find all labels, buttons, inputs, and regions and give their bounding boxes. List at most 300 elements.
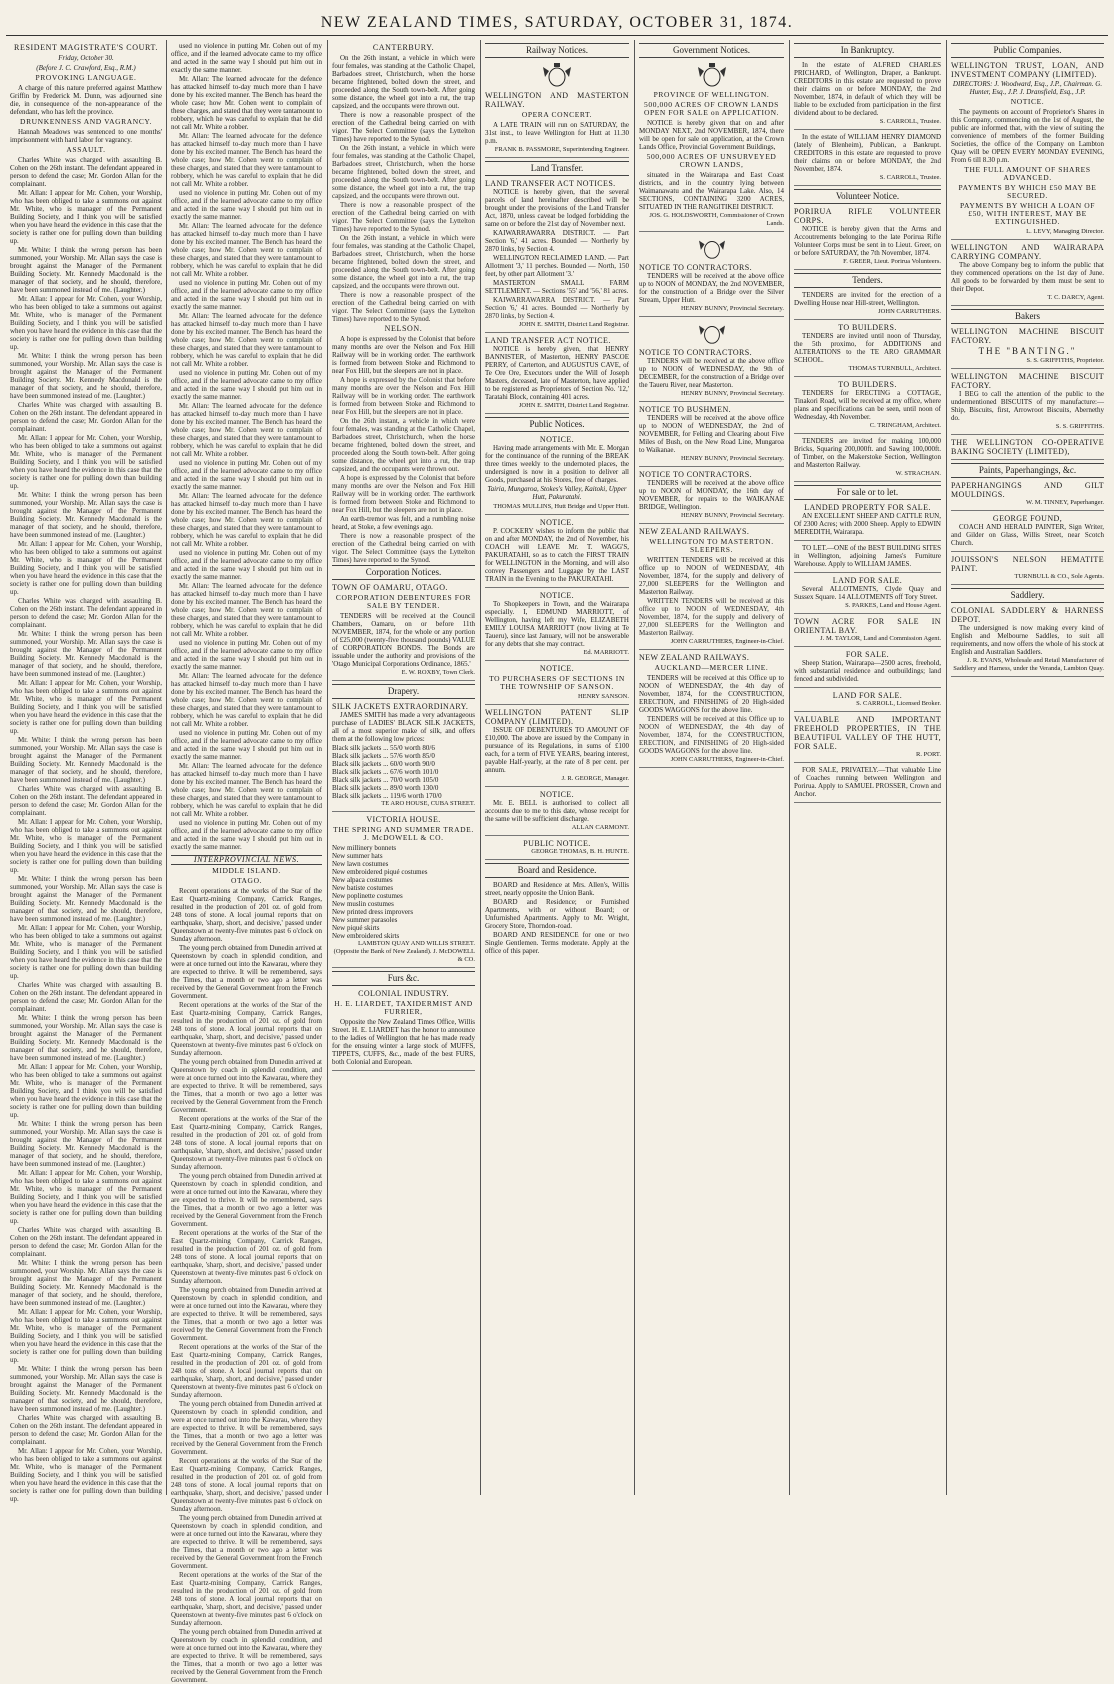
paragraph: On the 26th instant, a vehicle in which were four females, was standing at the Catholic Chapel, Barbadoes street, Christchurch, when the horse became frightened, bolted down the street, and proceeded along the South town-belt. After going some distance, the wheel got into a rut, the trap capsized, and the occupants were thrown out.	[332, 144, 475, 200]
paragraph: Mr. White: I think the wrong person has been summoned, your Worship. Mr. Allan says the case is brought against the Manager of the Permanent Building Society. Mr. Kennedy Macdonald is the manager of that society, and he should, therefore, have been summoned instead of me. (Laughter.)	[10, 736, 162, 784]
ad-body: TENDERS are invited until noon of Thursday, the 5th proximo, for ADDITIONS and ALTERATIONS to the TE ARO GRAMMAR SCHOOL.	[794, 332, 941, 364]
ad-george-found	[951, 514, 1104, 552]
paragraph: Mr. Allan: I appear for Mr. Cohen, your Worship, who has been obliged to take a summons out against Mr. White, who is manager of the Permanent Building Society, and I think you will be satisfied when you have heard the evidence in this case that the society is rather one for pulling down than building up.	[10, 540, 162, 596]
ad-body: TENDERS will be received at the above office up to NOON of MONDAY, the 2nd NOVEMBER, for the construction of a Bridge over the Silver Stream, Upper Hutt.	[639, 272, 784, 304]
ad-builders-1	[794, 323, 941, 377]
ad-signature: TURNBULL & CO., Sole Agents.	[1014, 573, 1104, 580]
ad-body: Mr. E. BELL is authorised to collect all accounts due to me to this date, whose receipt for the same will be sufficient discharge.	[485, 799, 629, 823]
paragraph: Charles White was charged with assaulting B. Cohen on the 26th instant. The defendant appeared in person to defend the case; Mr. Gordon Allan for the complainant.	[10, 597, 162, 629]
ad-body: NOTICE is hereby given, that HENRY BANNISTER, of Masterton, HENRY PASCOE PERRY, of Carterton, and AUGUSTUS CAVE, of Te Ore Ore, Executors under the Will of Joseph Masters, deceased, late of Masterton, have applied to be registered as Proprietors of Section No. '12,' Taratahi Block, containing 401 acres.	[485, 345, 629, 401]
ad-landed-property	[794, 503, 941, 541]
ad-signature: C. TRINGHAM, Architect.	[869, 422, 941, 429]
ad-patent-slip	[485, 708, 629, 787]
ad-body: In the estate of ALFRED CHARLES PRICHARD, of Wellington, Draper, a Bankrupt. CREDITORS in this estate are requested to prove their claims on or before MONDAY, the 2nd November, 1874, in default of which they will be liable to be excluded from participation in the first dividend about to be declared.	[794, 61, 941, 117]
paragraph: used no violence in putting Mr. Cohen out of my office, and if the learned advocate came to my office and acted in the same way I should put him out in exactly the same manner.	[171, 819, 322, 851]
ad-body: NOTICE is hereby given that on and after MONDAY NEXT, 2nd NOVEMBER, 1874, there will be open for sale on application, at the Crown Lands Office, Provincial Government Buildings,	[639, 119, 784, 151]
ad-title: NOTICE.	[539, 435, 575, 444]
ad-title: LAND TRANSFER ACT NOTICES.	[485, 179, 616, 188]
ad-signature: S. S. GRIFFITHS.	[1055, 423, 1104, 430]
ad-contractors-1	[639, 263, 784, 317]
ad-subtitle: OPERA CONCERT.	[521, 110, 593, 119]
ad-title: NOTICE.	[539, 591, 575, 600]
list-item: New millinery bonnets	[332, 844, 397, 852]
ad-body: NOTICE is hereby given that the Arms and Accoutrements belonging to the late Porirua Rifle Volunteer Corps must be sent in to Lieut. Greer, on or before SATURDAY, the 7th November, 1874.	[794, 225, 941, 257]
paragraph: Charles White was charged with assaulting B. Cohen on the 26th instant. The defendant appeared in person to defend the case; Mr. Gordon Allan for the complainant.	[10, 156, 162, 188]
paragraph: Mr. White: I think the wrong person has been summoned, your Worship. Mr. Allan says the case is brought against the Manager of the Permanent Building Society. Mr. Kennedy Macdonald is the manager of that society, and he should, therefore, have been summoned instead of me. (Laughter.)	[10, 1365, 162, 1413]
price-line: Black silk jackets ... 67/6 worth 101/0	[332, 768, 439, 776]
ad-town-acre	[794, 617, 941, 647]
paragraph: Mr. Allan: The learned advocate for the defence has attacked himself to-day much more than I have done by his excited manner. The Bench has heard the whole case; how Mr. Cohen went to complain of these charges, and stated that they were tantamount to robbery, which he was careful to explain that he did not call Mr. White a robber.	[171, 132, 322, 188]
ad-title: SILK JACKETS EXTRAORDINARY.	[332, 702, 469, 711]
ad-title: PROVINCE OF WELLINGTON.	[653, 90, 770, 99]
ad-body: TENDERS are invited for making 100,000 Bricks, Squaring 200,000ft. and Sawing 100,000ft. of Timber, on the Makerstoke Section, Wellington and Masterton Railway.	[794, 437, 941, 469]
ad-signature: J. R. EVANS, Wholesale and Retail Manufacturer of Saddlery and Harness, under the Veranda, Lambton Quay.	[953, 657, 1104, 672]
ad-signature: ALLAN CARMONT.	[571, 824, 629, 831]
board-ad: BOARD and Residence at Mrs. Allen's, Willis street, nearly opposite the Union Bank.	[485, 881, 629, 897]
column-5	[635, 42, 788, 1492]
section-banner: Tenders.	[794, 273, 941, 288]
paragraph: Hannah Meadows was sentenced to one months' imprisonment with hard labor for vagrancy.	[10, 128, 162, 144]
royal-arms-icon	[692, 320, 732, 346]
ad-body: TENDERS will be received at this Office up to NOON of WEDNESDAY, the 4th day of November, 1874, for the CONSTRUCTION, ERECTION, and FINISHING of 20 High-sided GOODS WAGGONS for the above line.	[639, 674, 784, 714]
ad-body: I BEG to call the attention of the public to the undermentioned BISCUITS of my manufacture:— Ship, Biscuits, first, Arrowroot Biscuits, Abernethy do.	[951, 390, 1104, 422]
ad-subtitle: THE FULL AMOUNT OF SHARES ADVANCED.	[964, 165, 1091, 182]
ad-body: WRITTEN TENDERS will be received at this office up to NOON of WEDNESDAY, 4th November, 1874, for the supply and delivery of 27,000 SLEEPERS for the Wellington and Masterton Railway.	[639, 556, 784, 596]
ad-body: COACH AND HERALD PAINTER, Sign Writer, and Gilder on Glass, Willis Street, near Scotch Church.	[951, 523, 1104, 547]
ad-title: NOTICE TO CONTRACTORS.	[639, 348, 753, 357]
ad-title: WELLINGTON AND MASTERTON RAILWAY.	[485, 91, 629, 109]
ad-title: VALUABLE AND IMPORTANT FREEHOLD PROPERTIES, IN THE BEAUTIFUL VALLEY OF THE HUTT, FOR SALE.	[794, 715, 941, 751]
ad-hutt-properties	[794, 715, 941, 763]
ad-body: situated in the Wairarapa and East Coast districts, and in the country lying between Waimanawatu and the Wairarapa Lake. Also, 14 SECTIONS, CONTAINING 3200 ACRES, SITUATED IN THE RANGITIKEI DISTRICT.	[639, 171, 784, 211]
ad-title: NOTICE.	[539, 790, 575, 799]
paragraph: Recent operations at the works of the Star of the East Quartz-mining Company, Carrick Ranges, resulted in the production of 201 oz. of gold from 248 tons of stone. A local journal reports that on earthquake, 'sharp, short, and decisive,' passed under Queenstown at twenty-five minutes past 6 o'clock on Sunday afternoon.	[171, 1115, 322, 1171]
paragraph: On the 26th instant, a vehicle in which were four females, was standing at the Catholic Chapel, Barbadoes street, Christchurch, when the horse became frightened, bolted down the street, and proceeded along the South town-belt. After going some distance, the wheel got into a rut, the trap capsized, and the occupants were thrown out.	[332, 417, 475, 473]
paragraph: Mr. Allan: The learned advocate for the defence has attacked himself to-day much more than I have done by his excited manner. The Bench has heard the whole case; how Mr. Cohen went to complain of these charges, and stated that they were tantamount to robbery, which he was careful to explain that he did not call Mr. White a robber.	[171, 75, 322, 131]
ad-body: The payments on account of Proprietor's Shares in this Company, commencing on the 1st of August, the public are informed that, with the view of suiting the convenience of members of the former Building Societies, the office of the Company on Lambton Quay will be OPEN EVERY MONDAY EVENING, From 6 till 8.30 p.m.	[951, 108, 1104, 164]
section-banner: Corporation Notices.	[332, 565, 475, 580]
column-7	[947, 42, 1108, 1492]
list-item: New batiste costumes	[332, 884, 394, 892]
ad-directors: DIRECTORS: J. Woodward, Esq., J.P., Chairman. G. Hunter, Esq., J.P. J. Dransfield, Esq., J.P.	[952, 80, 1103, 96]
ad-signature: S. CARROLL, Trustee.	[879, 174, 941, 181]
ad-title: TO BUILDERS.	[838, 380, 897, 389]
ad-subtitle: 500,000 ACRES OF CROWN LANDS OPEN FOR SALE on APPLICATION.	[643, 100, 780, 117]
section-heading: INTERPROVINCIAL NEWS.	[171, 855, 322, 865]
ad-to-let	[794, 544, 941, 573]
ad-body: A LATE TRAIN will run on SATURDAY, the 31st inst., to leave Wellington for Hutt at 11.30 p.m.	[485, 121, 629, 145]
ad-signature: HENRY BUNNY, Provincial Secretary.	[680, 390, 784, 397]
paragraph: Mr. Allan: The learned advocate for the defence has attacked himself to-day much more than I have done by his excited manner. The Bench has heard the whole case; how Mr. Cohen went to complain of these charges, and stated that they were tantamount to robbery, which he was careful to explain that he did not call Mr. White a robber.	[171, 672, 322, 728]
ad-land-transfer-2	[485, 336, 629, 414]
ad-body: NOTICE is hereby given, that the several parcels of land hereinafter described will be brought under the provisions of the Land Transfer Act, 1870, unless caveat be lodged forbidding the same on or before the 21st day of November next.	[485, 188, 629, 228]
ad-body: ISSUE OF DEBENTURES TO AMOUNT OF £10,000. The above are issued by the Company in pursuance of its Regulations, in sums of £100 each, for a term of FIVE YEARS, bearing interest, payable Half-yearly, at the rate of 8 per cent. per annum.	[485, 726, 629, 774]
price-line: Black silk jackets ... 70/0 worth 105/0	[332, 776, 439, 784]
section-banner: For sale or to let.	[794, 485, 941, 500]
section-banner: Saddlery.	[951, 588, 1104, 603]
section-banner: In Bankruptcy.	[794, 43, 941, 58]
ad-body: Opposite the New Zealand Times Office, Willis Street. H. E. LIARDET has the honor to announce to the ladies of Wellington that he has made ready for the ensuing winter a large stock of MUFFS, TIPPETS, CUFFS, &c., made of the best FURS, both Colonial and European.	[332, 1018, 475, 1066]
paragraph: Mr. Allan: I appear for Mr. Cohen, your Worship, who has been obliged to take a summons out against Mr. White, who is manager of the Permanent Building Society, and I think you will be satisfied when you have heard the evidence in this case that the society is rather one for pulling down than building up.	[10, 1169, 162, 1225]
ad-body: The undersigned is now making every kind of English and Melbourne Saddles, to suit all requirements, and now offers the whole of his stock at English and Australian Saddlers.	[951, 624, 1104, 656]
ad-places: Tairia, Mungaroa, Stokes's Valley, Kaitoki, Upper Hutt, Pakuratahi.	[487, 485, 627, 501]
ad-subtitle: PAYMENTS BY WHICH A LOAN OF £50, WITH INTEREST, MAY BE EXTINGUISHED.	[959, 201, 1096, 226]
paragraph: Mr. White: I think the wrong person has been summoned, your Worship. Mr. Allan says the case is brought against the Manager of the Permanent Building Society. Mr. Kennedy Macdonald is the manager of that society, and he should, therefore, have been summoned instead of me. (Laughter.)	[10, 246, 162, 294]
paragraph: There is now a reasonable prospect of the erection of the Cathedral being carried on with vigor. The Select Committee (says the Lyttelton Times) have reported to the Synod.	[332, 201, 475, 233]
ad-land-for-sale-1	[794, 576, 941, 614]
ad-co-operative-baking	[951, 438, 1104, 460]
ad-nz-railways-sleepers	[639, 527, 784, 650]
case-heading: DRUNKENNESS AND VAGRANCY.	[20, 117, 152, 126]
list-item: New lawn costumes	[332, 860, 389, 868]
paragraph: Mr. White: I think the wrong person has been summoned, your Worship. Mr. Allan says the case is brought against the Manager of the Permanent Building Society. Mr. Kennedy Macdonald is the manager of that society, and he should, therefore, have been summoned instead of me. (Laughter.)	[10, 875, 162, 923]
ad-signature: LAMBTON QUAY AND WILLIS STREET. (Opposite the Bank of New Zealand). J. McDOWELL & CO.	[333, 940, 475, 963]
list-item: New embroidered skirts	[332, 932, 400, 940]
masthead: NEW ZEALAND TIMES, SATURDAY, OCTOBER 31, 1874.	[320, 14, 794, 31]
column-1	[6, 42, 166, 1503]
ad-contractors-2	[639, 348, 784, 402]
price-line: Black silk jackets ... 55/0 worth 80/6	[332, 744, 435, 752]
ad-signature: S. S. GRIFFITHS, Proprietor.	[1026, 357, 1104, 364]
paragraph: The young perch obtained from Dunedin arrived at Queenstown by coach in splendid condition, and were at once turned out into the Kawarau, where they are expected to thrive. It will be remembered, says the Times, that a month or two ago a letter was received by the General Government from the French Government.	[171, 1628, 322, 1684]
ad-signature: GEORGE THOMAS, B. H. HUNTE.	[531, 848, 629, 855]
paragraph: An earth-tremor was felt, and a rumbling noise heard, at Stoke, a few evenings ago.	[332, 515, 475, 531]
paragraph: A hope is expressed by the Colonist that before many months are over the Nelson and Fox Hill Railway will be in working order. The earthwork is formed from between Stoke and Richmond to near Fox Hill, but the sleepers are not in place.	[332, 376, 475, 416]
ad-highlight: 500,000 ACRES OF UNSURVEYED CROWN LANDS,	[646, 152, 777, 169]
ad-signature: THOMAS MULLINS, Hutt Bridge and Upper Hutt.	[493, 503, 629, 510]
land-item: KAIWARRAWARRA DISTRICT. — Part Section '6,' 41 acres. Bounded — Northerly by 2870 links, by Section 4.	[485, 296, 629, 320]
ad-crown-lands	[639, 91, 784, 232]
ad-bricks	[794, 437, 941, 482]
paragraph: Mr. Allan: I appear for Mr. Cohen, your Worship, who has been obliged to take a summons out against Mr. White, who is manager of the Permanent Building Society, and I think you will be satisfied when you have heard the evidence in this case that the society is rather one for pulling down than building up.	[10, 295, 162, 351]
ad-body: In the estate of WILLIAM HENRY DIAMOND (lately of Blenheim), Publican, a Bankrupt. CREDITORS in this estate are requested to prove their claims on or before MONDAY, the 2nd November, 1874.	[794, 133, 941, 173]
list-item: New embroidered piqué costumes	[332, 868, 428, 876]
ad-body: JAMES SMITH has made a very advantageous purchase of LADIES' BLACK SILK JACKETS, all of a most superior make of silk, and offers them at the following low prices:	[332, 711, 475, 743]
ad-signature: R. PORT.	[916, 751, 941, 758]
ad-railway-opera	[485, 91, 629, 158]
paragraph: Recent operations at the works of the Star of the East Quartz-mining Company, Carrick Ranges, resulted in the production of 201 oz. of gold from 248 tons of stone. A local journal reports that on earthquake, 'sharp, short, and decisive,' passed under Queenstown at twenty-five minutes past 6 o'clock on Sunday afternoon.	[171, 1457, 322, 1513]
ad-signature: HENRY BUNNY, Provincial Secretary.	[680, 455, 784, 462]
ad-body: TENDERS will be received at this Office up to NOON of WEDNESDAY, the 4th day of November, 1874, for the CONSTRUCTION, ERECTION, and FINISHING of 20 High-sided GOODS WAGGONS for the above line.	[639, 715, 784, 755]
column-2	[167, 42, 326, 1684]
section-banner: Public Notices.	[485, 417, 629, 432]
ad-subtitle: WELLINGTON TO MASTERTON. SLEEPERS.	[649, 537, 774, 554]
paragraph: used no violence in putting Mr. Cohen out of my office, and if the learned advocate came to my office and acted in the same way I should put him out in exactly the same manner.	[171, 369, 322, 401]
section-banner: Public Companies.	[951, 43, 1104, 58]
masthead-rule	[6, 35, 1108, 36]
paragraph: The young perch obtained from Dunedin arrived at Queenstown by coach in splendid condition, and were at once turned out into the Kawarau, where they are expected to thrive. It will be remembered, says the Times, that a month or two ago a letter was received by the General Government from the French Government.	[171, 1286, 322, 1342]
ad-land-for-sale-2	[794, 691, 941, 712]
place-heading: CANTERBURY.	[372, 43, 435, 52]
paragraph: Mr. White: I think the wrong person has been summoned, your Worship. Mr. Allan says the case is brought against the Manager of the Permanent Building Society. Mr. Kennedy Macdonald is the manager of that society, and he should, therefore, have been summoned instead of me. (Laughter.)	[10, 352, 162, 400]
ad-body: To Shopkeepers in Town, and the Wairarapa especially. I, EDMUND MARRIOTT, of Wellington, having left my Wife, ELIZABETH EMILY LOUISA MARRIOTT (now living at Te Taueru), since last January, will not be answerable for any debts that she may contract.	[485, 600, 629, 648]
paragraph: On the 26th instant, a vehicle in which were four females, was standing at the Catholic Chapel, Barbadoes street, Christchurch, when the horse became frightened, bolted down the street, and proceeded along the South town-belt. After going some distance, the wheel got into a rut, the trap capsized, and the occupants were thrown out.	[332, 234, 475, 290]
column-3	[328, 42, 479, 1492]
list-item: New piqué skirts	[332, 924, 380, 932]
paragraph: The young perch obtained from Dunedin arrived at Queenstown by coach in splendid condition, and were at once turned out into the Kawarau, where they are expected to thrive. It will be remembered, says the Times, that a month or two ago a letter was received by the General Government from the French Government.	[171, 1172, 322, 1228]
ad-body: AN EXCELLENT SHEEP AND CATTLE RUN, Of 2300 Acres; with 2000 Sheep. Apply to EDWIN MEREDITH, Wairarapa.	[794, 512, 941, 536]
ad-title: NOTICE TO BUSHMEN.	[639, 405, 732, 414]
ad-body: TENDERS will be received at the above office up to NOON of MONDAY, the 16th day of NOVEMBER, for repairs to the WAIKANAE BRIDGE, Wellington.	[639, 479, 784, 511]
ad-title: WELLINGTON MACHINE BISCUIT FACTORY.	[951, 372, 1104, 390]
ad-title: FOR SALE.	[845, 650, 890, 659]
paragraph: A hope is expressed by the Colonist that before many months are over the Nelson and Fox Hill Railway will be in working order. The earthwork is formed from between Stoke and Richmond to near Fox Hill, but the sleepers are not in place.	[332, 474, 475, 514]
ad-title: WELLINGTON PATENT SLIP COMPANY (LIMITED).	[485, 708, 629, 726]
ad-subtitle: NOTICE.	[1010, 97, 1045, 106]
section-banner: Furs &c.	[332, 971, 475, 986]
column-4	[481, 42, 633, 1492]
ad-title: PAPERHANGINGS AND GILT MOULDINGS.	[951, 481, 1104, 499]
paragraph: A hope is expressed by the Colonist that before many months are over the Nelson and Fox Hill Railway will be in working order. The earthwork is formed from between Stoke and Richmond to near Fox Hill, but the sleepers are not in place.	[332, 335, 475, 375]
ad-title: PORIRUA RIFLE VOLUNTEER CORPS.	[794, 207, 941, 225]
court-date: Friday, October 30.	[58, 54, 114, 62]
paragraph: Charles White was charged with assaulting B. Cohen on the 26th instant. The defendant appeared in person to defend the case; Mr. Gordon Allan for the complainant.	[10, 981, 162, 1013]
case-heading: ASSAULT.	[66, 145, 106, 154]
paragraph: Mr. Allan: I appear for Mr. Cohen, your Worship, who has been obliged to take a summons out against Mr. White, who is manager of the Permanent Building Society, and I think you will be satisfied when you have heard the evidence in this case that the society is rather one for pulling down than building up.	[10, 679, 162, 735]
section-banner: Land Transfer.	[485, 161, 629, 176]
ad-title: WELLINGTON TRUST, LOAN, AND INVESTMENT COMPANY (LIMITED).	[951, 61, 1104, 79]
ad-public-notice	[485, 839, 629, 860]
price-line: Black silk jackets ... 119/6 worth 170/0	[332, 792, 442, 800]
ad-subtitle: AUCKLAND—MERCER LINE.	[654, 663, 769, 672]
ad-signature: F. GREER, Lieut. Porirua Volunteers.	[843, 258, 941, 265]
ad-signature: JOHN CARRUTHERS, Engineer-in-Chief.	[670, 756, 784, 763]
ad-signature: THOMAS TURNBULL, Architect.	[848, 365, 941, 372]
ad-title: COLONIAL INDUSTRY.	[358, 989, 449, 998]
ad-paperhangings	[951, 481, 1104, 511]
paragraph: Mr. Allan: I appear for Mr. Cohen, your Worship, who has been obliged to take a summons out against Mr. White, who is manager of the Permanent Building Society, and I think you will be satisfied when you have heard the evidence in this case that the society is rather one for pulling down than building up.	[10, 434, 162, 490]
ad-body: TENDERS will be received at the Council Chambers, Oamaru, on or before 11th NOVEMBER, 1874, for the whole or any portion of £25,000 (twenty-five thousand pounds) VALUE of CORPORATION BONDS. The Bonds are issuable under the authority and provisions of the 'Otago Municipal Corporations Ordinance, 1865.'	[332, 612, 475, 668]
ad-title: VICTORIA HOUSE.	[366, 815, 441, 824]
paragraph: Charles White was charged with assaulting B. Cohen on the 26th instant. The defendant appeared in person to defend the case; Mr. Gordon Allan for the complainant.	[10, 785, 162, 817]
ad-title: LANDED PROPERTY FOR SALE.	[804, 503, 931, 512]
ad-bankruptcy-2	[794, 133, 941, 186]
ad-body: TENDERS are invited for the erection of a Dwelling House near Hill-street, Wellington.	[794, 291, 941, 307]
ad-signature: S. CARROLL, Trustee.	[879, 118, 941, 125]
ad-title: LAND TRANSFER ACT NOTICE.	[485, 336, 611, 345]
paragraph: There is now a reasonable prospect of the erection of the Cathedral being carried on with vigor. The Select Committee (says the Lyttelton Times) have reported to the Synod.	[332, 291, 475, 323]
paragraph: Mr. White: I think the wrong person has been summoned, your Worship. Mr. Allan says the case is brought against the Manager of the Permanent Building Society. Mr. Kennedy Macdonald is the manager of that society, and he should, therefore, have been summoned instead of me. (Laughter.)	[10, 1014, 162, 1062]
ad-title: JOUISSON'S NELSON HEMATITE PAINT.	[951, 555, 1104, 573]
ad-volunteer	[794, 207, 941, 270]
land-item: KAIWARRAWARRA DISTRICT. — Part Section '6,' 41 acres. Bounded — Northerly by 2870 links, by Section 4.	[485, 229, 629, 253]
ad-body: Having made arrangements with Mr. E. Morgan for the continuance of the running of the BREAK three times weekly to the undernoted places, the undersigned is now in a position to deliver all Goods, purchased at his Stores, free of charges.	[485, 444, 629, 484]
ad-body: The above Company beg to inform the public that they commenced operations on the 1st day of June. All goods to be forwarded by them must be sent to their Depot.	[951, 261, 1104, 293]
ad-carrying-company	[951, 243, 1104, 306]
list-item: New muslin costumes	[332, 900, 394, 908]
ad-title: NOTICE TO CONTRACTORS.	[639, 470, 753, 479]
paragraph: Recent operations at the works of the Star of the East Quartz-mining Company, Carrick Ranges, resulted in the production of 201 oz. of gold from 248 tons of stone. A local journal reports that on earthquake, 'sharp, short, and decisive,' passed under Queenstown at twenty-five minutes past 6 o'clock on Sunday afternoon.	[171, 1001, 322, 1057]
ad-biscuit-factory	[951, 327, 1104, 369]
paragraph: used no violence in putting Mr. Cohen out of my office, and if the learned advocate came to my office and acted in the same way I should put him out in exactly the same manner.	[171, 279, 322, 311]
paragraph: used no violence in putting Mr. Cohen out of my office, and if the learned advocate came to my office and acted in the same way I should put him out in exactly the same manner.	[171, 459, 322, 491]
paragraph: A charge of this nature preferred against Matthew Griffin by Frederick M. Dunn, was adjourned sine die, in consequence of the non-appearance of the defendant, who has left the province.	[10, 84, 162, 116]
ad-title: PUBLIC NOTICE.	[523, 839, 591, 848]
column-6	[790, 42, 945, 1492]
ad-signature: JOHN CARRUTHERS, Engineer-in-Chief.	[670, 638, 784, 645]
ad-signature: E. W. ROXBY, Town Clerk.	[401, 669, 475, 676]
board-ad: BOARD AND RESIDENCE for one or two Single Gentlemen. Terms moderate. Apply at the office of this paper.	[485, 931, 629, 955]
ad-body: Several ALLOTMENTS, Clyde Quay and Sussex Square. 14 ALLOTMENTS off Tory Street.	[794, 585, 941, 601]
list-item: New printed dress improvers	[332, 908, 414, 916]
ad-signature: TE ARO HOUSE, CUBA STREET.	[381, 800, 475, 807]
price-line: Black silk jackets ... 89/0 worth 130/0	[332, 784, 439, 792]
paragraph: The young perch obtained from Dunedin arrived at Queenstown by coach in splendid condition, and were at once turned out into the Kawarau, where they are expected to thrive. It will be remembered, says the Times, that a month or two ago a letter was received by the General Government from the French Government.	[171, 1058, 322, 1114]
ad-contractors-3	[639, 470, 784, 524]
list-item: New alpaca costumes	[332, 876, 393, 884]
list-item: New summer hats	[332, 852, 383, 860]
paragraph: Mr. Allan: I appear for Mr. Cohen, your Worship, who has been obliged to take a summons out against Mr. White, who is manager of the Permanent Building Society, and I think you will be satisfied when you have heard the evidence in this case that the society is rather one for pulling down than building up.	[10, 1308, 162, 1364]
ad-mullins	[485, 435, 629, 515]
ad-body: FOR SALE, PRIVATELY.—That valuable Line of Coaches running between Wellington and Porirua. Apply to SAMUEL PROSSER, Crown and Anchor.	[794, 766, 941, 798]
ad-bell	[485, 790, 629, 836]
ad-signature: W. STRACHAN.	[895, 470, 941, 477]
ad-title: TO BUILDERS.	[838, 323, 897, 332]
ad-title: WELLINGTON MACHINE BISCUIT FACTORY.	[951, 327, 1104, 345]
ad-body: TENDERS will be received at the above office up to NOON of WEDNESDAY, the 2nd of NOVEMBER, for Felling and Clearing about Five Miles of Bush, on the New Road Line, Mungaroa to Waikanae.	[639, 414, 784, 454]
section-heading: RESIDENT MAGISTRATE'S COURT.	[14, 43, 158, 52]
list-item: New poplinette costumes	[332, 892, 403, 900]
land-item: WELLINGTON RECLAIMED LAND. — Part Allotment '3,' 11 perches. Bounded — North, 150 feet, by other part Allotment '3.'	[485, 254, 629, 278]
ad-sanson	[485, 664, 629, 705]
royal-arms-icon	[537, 61, 577, 89]
paragraph: There is now a reasonable prospect of the erection of the Cathedral being carried on with vigor. The Select Committee (says the Lyttelton Times) have reported to the Synod.	[332, 532, 475, 564]
paragraph: Recent operations at the works of the Star of the East Quartz-mining Company, Carrick Ranges, resulted in the production of 201 oz. of gold from 248 tons of stone. A local journal reports that on earthquake, 'sharp, short, and decisive,' passed under Queenstown at twenty-five minutes past 6 o'clock on Sunday afternoon.	[171, 1343, 322, 1399]
paragraph: Recent operations at the works of the Star of the East Quartz-mining Company, Carrick Ranges, resulted in the production of 201 oz. of gold from 248 tons of stone. A local journal reports that on earthquake, 'sharp, short, and decisive,' passed under Queenstown at twenty-five minutes past 6 o'clock on Sunday afternoon.	[171, 1229, 322, 1285]
ad-subtitle: H. E. LIARDET, TAXIDERMIST AND FURRIER,	[334, 999, 473, 1016]
ad-subtitle: CORPORATION DEBENTURES FOR SALE BY TENDER.	[335, 593, 472, 610]
ad-body: TO LET.—ONE of the BEST BUILDING SITES in Wellington, adjoining James's Furniture Warehouse. Apply to WILLIAM JAMES.	[794, 544, 942, 568]
ad-body: TENDERS for ERECTING a COTTAGE, Tinakori Road, will be received at my office, where plans and specifications can be seen, until noon of Wednesday, 4th November.	[794, 389, 941, 421]
paragraph: Mr. Allan: I appear for Mr. Cohen, your Worship, who has been obliged to take a summons out against Mr. White, who is manager of the Permanent Building Society, and I think you will be satisfied when you have heard the evidence in this case that the society is rather one for pulling down than building up.	[10, 1447, 162, 1503]
ad-title: LAND FOR SALE.	[832, 691, 903, 700]
paragraph: Recent operations at the works of the Star of the East Quartz-mining Company, Carrick Ranges, resulted in the production of 201 oz. of gold from 248 tons of stone. A local journal reports that on earthquake, 'sharp, short, and decisive,' passed under Queenstown at twenty-five minutes past 6 o'clock on Sunday afternoon.	[171, 887, 322, 943]
ad-body: TENDERS will be received at the above office up to NOON of WEDNESDAY, the 9th of DECEMBER, for the construction of a Bridge over the Taueru River, near Masterton.	[639, 357, 784, 389]
ad-signature: L. LEVY, Managing Director.	[1026, 228, 1104, 235]
paragraph: Mr. Allan: I appear for Mr. Cohen, your Worship, who has been obliged to take a summons out against Mr. White, who is manager of the Permanent Building Society, and I think you will be satisfied when you have heard the evidence in this case that the society is rather one for pulling down than building up.	[10, 189, 162, 245]
ad-body: WRITTEN TENDERS will be received at this office up to NOON of WEDNESDAY, 4th November, 1874, for the supply and delivery of 27,000 SLEEPERS for the Wellington and Masterton Railway.	[639, 597, 784, 637]
ad-oamaru-debentures	[332, 583, 475, 681]
ad-coaches	[794, 766, 941, 803]
royal-arms-icon	[692, 235, 732, 261]
ad-body: P. COCKERY wishes to inform the public that on and after MONDAY, the 2nd of November, his COACH will LEAVE Mr. T. WAGG'S, PAKURATAHI, so as to catch the FIRST TRAIN for WELLINGTON in the Morning, and will also convey Passengers and Luggage by the LAST TRAIN in the Evening to the PAKURATAHI.	[485, 527, 629, 583]
ad-title: NOTICE.	[539, 518, 575, 527]
ad-signature: Ed. MARRIOTT.	[583, 649, 629, 656]
royal-arms-icon	[692, 61, 732, 89]
paragraph: Mr. White: I think the wrong person has been summoned, your Worship. Mr. Allan says the case is brought against the Manager of the Permanent Building Society. Mr. Kennedy Macdonald is the manager of that society, and he should, therefore, have been summoned instead of me. (Laughter.)	[10, 630, 162, 678]
ad-signature: J. R. GEORGE, Manager.	[561, 775, 629, 782]
ad-signature: JOHN E. SMITH, District Land Registrar.	[518, 402, 629, 409]
board-ad: BOARD and Residence; or Furnished Apartments, with or without Board; or Unfurnished Apartments. Apply to Mr. Wright, Grocery Store, Thorndon-road.	[485, 898, 629, 930]
ad-title: NOTICE.	[539, 664, 575, 673]
paragraph: Mr. Allan: The learned advocate for the defence has attacked himself to-day much more than I have done by his excited manner. The Bench has heard the whole case; how Mr. Cohen went to complain of these charges, and stated that they were tantamount to robbery, which he was careful to explain that he did not call Mr. White a robber.	[171, 222, 322, 278]
paragraph: Mr. White: I think the wrong person has been summoned, your Worship. Mr. Allan says the case is brought against the Manager of the Permanent Building Society. Mr. Kennedy Macdonald is the manager of that society, and he should, therefore, have been summoned instead of me. (Laughter.)	[10, 1120, 162, 1168]
paragraph: Mr. Allan: The learned advocate for the defence has attacked himself to-day much more than I have done by his excited manner. The Bench has heard the whole case; how Mr. Cohen went to complain of these charges, and stated that they were tantamount to robbery, which he was careful to explain that he did not call Mr. White a robber.	[171, 762, 322, 818]
ad-signature: S. PARKES, Land and House Agent.	[845, 602, 941, 609]
section-banner: Drapery.	[332, 684, 475, 699]
ad-subtitle: TO PURCHASERS OF SECTIONS IN THE TOWNSHIP OF SANSON.	[489, 674, 625, 691]
ad-subtitle: THE SPRING AND SUMMER TRADE. J. McDOWELL & CO.	[333, 825, 474, 842]
ad-body: Sheep Station, Wairarapa—2500 acres, freehold, with substantial residence and outbuildings; land fenced and subdivided.	[794, 659, 941, 683]
ad-builders-2	[794, 380, 941, 434]
paragraph: used no violence in putting Mr. Cohen out of my office, and if the learned advocate came to my office and acted in the same way I should put him out in exactly the same manner.	[171, 189, 322, 221]
case-heading: PROVOKING LANGUAGE.	[35, 73, 137, 82]
ad-land-transfer	[485, 179, 629, 333]
paragraph: used no violence in putting Mr. Cohen out of my office, and if the learned advocate came to my office and acted in the same way I should put him out in exactly the same manner.	[171, 42, 322, 74]
ad-cockery	[485, 518, 629, 588]
ad-liardet-furrier	[332, 989, 475, 1071]
paragraph: Charles White was charged with assaulting B. Cohen on the 26th instant. The defendant appeared in person to defend the case; Mr. Gordon Allan for the complainant.	[10, 1226, 162, 1258]
ad-signature: FRANK B. PASSMORE, Superintending Engineer.	[494, 146, 629, 153]
ad-banting: THE "BANTING."	[978, 346, 1077, 356]
place-heading: OTAGO.	[230, 876, 263, 885]
paragraph: Mr. White: I think the wrong person has been summoned, your Worship. Mr. Allan says the case is brought against the Manager of the Permanent Building Society. Mr. Kennedy Macdonald is the manager of that society, and he should, therefore, have been summoned instead of me. (Laughter.)	[10, 491, 162, 539]
paragraph: Mr. Allan: I appear for Mr. Cohen, your Worship, who has been obliged to take a summons out against Mr. White, who is manager of the Permanent Building Society, and I think you will be satisfied when you have heard the evidence in this case that the society is rather one for pulling down than building up.	[10, 1063, 162, 1119]
paragraph: There is now a reasonable prospect of the erection of the Cathedral being carried on with vigor. The Select Committee (says the Lyttelton Times) have reported to the Synod.	[332, 111, 475, 143]
paragraph: Recent operations at the works of the Star of the East Quartz-mining Company, Carrick Ranges, resulted in the production of 201 oz. of gold from 248 tons of stone. A local journal reports that on earthquake, 'sharp, short, and decisive,' passed under Queenstown at twenty-five minutes past 6 o'clock on Sunday afternoon.	[171, 1571, 322, 1627]
ad-title: NEW ZEALAND RAILWAYS.	[639, 527, 750, 536]
ad-title: GEORGE FOUND,	[992, 514, 1063, 523]
ad-signature: JOHN CARRUTHERS.	[878, 308, 941, 315]
paragraph: used no violence in putting Mr. Cohen out of my office, and if the learned advocate came to my office and acted in the same way I should put him out in exactly the same manner.	[171, 639, 322, 671]
ad-bushmen	[639, 405, 784, 467]
ad-title: THE WELLINGTON CO-OPERATIVE BAKING SOCIETY (LIMITED),	[951, 438, 1104, 456]
paragraph: Charles White was charged with assaulting B. Cohen on the 26th instant. The defendant appeared in person to defend the case; Mr. Gordon Allan for the complainant.	[10, 401, 162, 433]
ad-signature: S. CARROLL, Licensed Broker.	[856, 700, 941, 707]
paragraph: used no violence in putting Mr. Cohen out of my office, and if the learned advocate came to my office and acted in the same way I should put him out in exactly the same manner.	[171, 549, 322, 581]
paragraph: The young perch obtained from Dunedin arrived at Queenstown by coach in splendid condition, and were at once turned out into the Kawarau, where they are expected to thrive. It will be remembered, says the Times, that a month or two ago a letter was received by the General Government from the French Government.	[171, 1514, 322, 1570]
ad-marriott	[485, 591, 629, 661]
ad-for-sale	[794, 650, 941, 688]
ad-nz-railways-waggons	[639, 653, 784, 768]
section-banner: Railway Notices.	[485, 43, 629, 58]
ad-biscuit-factory-2	[951, 372, 1104, 435]
ad-title: NEW ZEALAND RAILWAYS.	[639, 653, 750, 662]
ad-title: LAND FOR SALE.	[832, 576, 903, 585]
ad-signature: W. M. TINNEY, Paperhanger.	[1025, 499, 1104, 506]
paragraph: On the 26th instant, a vehicle in which were four females, was standing at the Catholic Chapel, Barbadoes street, Christchurch, when the horse became frightened, bolted down the street, and proceeded along the South town-belt. After going some distance, the wheel got into a rut, the trap capsized, and the occupants were thrown out.	[332, 54, 475, 110]
price-line: Black silk jackets ... 60/0 worth 90/0	[332, 760, 435, 768]
paragraph: The young perch obtained from Dunedin arrived at Queenstown by coach in splendid condition, and were at once turned out into the Kawarau, where they are expected to thrive. It will be remembered, says the Times, that a month or two ago a letter was received by the General Government from the French Government.	[171, 944, 322, 1000]
ad-saddlery	[951, 606, 1104, 677]
paragraph: used no violence in putting Mr. Cohen out of my office, and if the learned advocate came to my office and acted in the same way I should put him out in exactly the same manner.	[171, 729, 322, 761]
section-banner: Board and Residence.	[485, 863, 629, 878]
paragraph: Mr. Allan: I appear for Mr. Cohen, your Worship, who has been obliged to take a summons out against Mr. White, who is manager of the Permanent Building Society, and I think you will be satisfied when you have heard the evidence in this case that the society is rather one for pulling down than building up.	[10, 924, 162, 980]
paragraph: Mr. Allan: The learned advocate for the defence has attacked himself to-day much more than I have done by his excited manner. The Bench has heard the whole case; how Mr. Cohen went to complain of these charges, and stated that they were tantamount to robbery, which he was careful to explain that he did not call Mr. White a robber.	[171, 492, 322, 548]
ad-title: TOWN ACRE FOR SALE IN ORIENTAL BAY.	[794, 617, 941, 635]
ad-title: NOTICE TO CONTRACTORS.	[639, 263, 753, 272]
ad-signature: HENRY BUNNY, Provincial Secretary.	[680, 512, 784, 519]
ad-silk-jackets	[332, 702, 475, 812]
paragraph: Mr. Allan: The learned advocate for the defence has attacked himself to-day much more than I have done by his excited manner. The Bench has heard the whole case; how Mr. Cohen went to complain of these charges, and stated that they were tantamount to robbery, which he was careful to explain that he did not call Mr. White a robber.	[171, 312, 322, 368]
court-bench: (Before J. C. Crawford, Esq., R.M.)	[36, 64, 136, 72]
ad-signature: J. M. TAYLOR, Land and Commission Agent.	[820, 635, 941, 642]
section-banner: Government Notices.	[639, 43, 784, 58]
ad-tender-house	[794, 291, 941, 320]
section-banner: Bakers	[951, 309, 1104, 324]
ad-signature: JOHN E. SMITH, District Land Registrar.	[518, 321, 629, 328]
ad-victoria-house	[332, 815, 475, 968]
ad-title: TOWN OF OAMARU, OTAGO.	[332, 583, 448, 592]
ad-signature: HENRY BUNNY, Provincial Secretary.	[680, 305, 784, 312]
ad-signature: T. C. DARCY, Agent.	[1047, 294, 1104, 301]
paragraph: Mr. White: I think the wrong person has been summoned, your Worship. Mr. Allan says the case is brought against the Manager of the Permanent Building Society. Mr. Kennedy Macdonald is the manager of that society, and he should, therefore, have been summoned instead of me. (Laughter.)	[10, 1259, 162, 1307]
ad-trust-loan	[951, 61, 1104, 240]
ad-subtitle: PAYMENTS BY WHICH £50 MAY BE SECURED.	[958, 183, 1097, 200]
section-banner: Paints, Paperhangings, &c.	[951, 463, 1104, 478]
region-heading: MIDDLE ISLAND.	[212, 866, 281, 875]
paragraph: Mr. Allan: The learned advocate for the defence has attacked himself to-day much more than I have done by his excited manner. The Bench has heard the whole case; how Mr. Cohen went to complain of these charges, and stated that they were tantamount to robbery, which he was careful to explain that he did not call Mr. White a robber.	[171, 582, 322, 638]
